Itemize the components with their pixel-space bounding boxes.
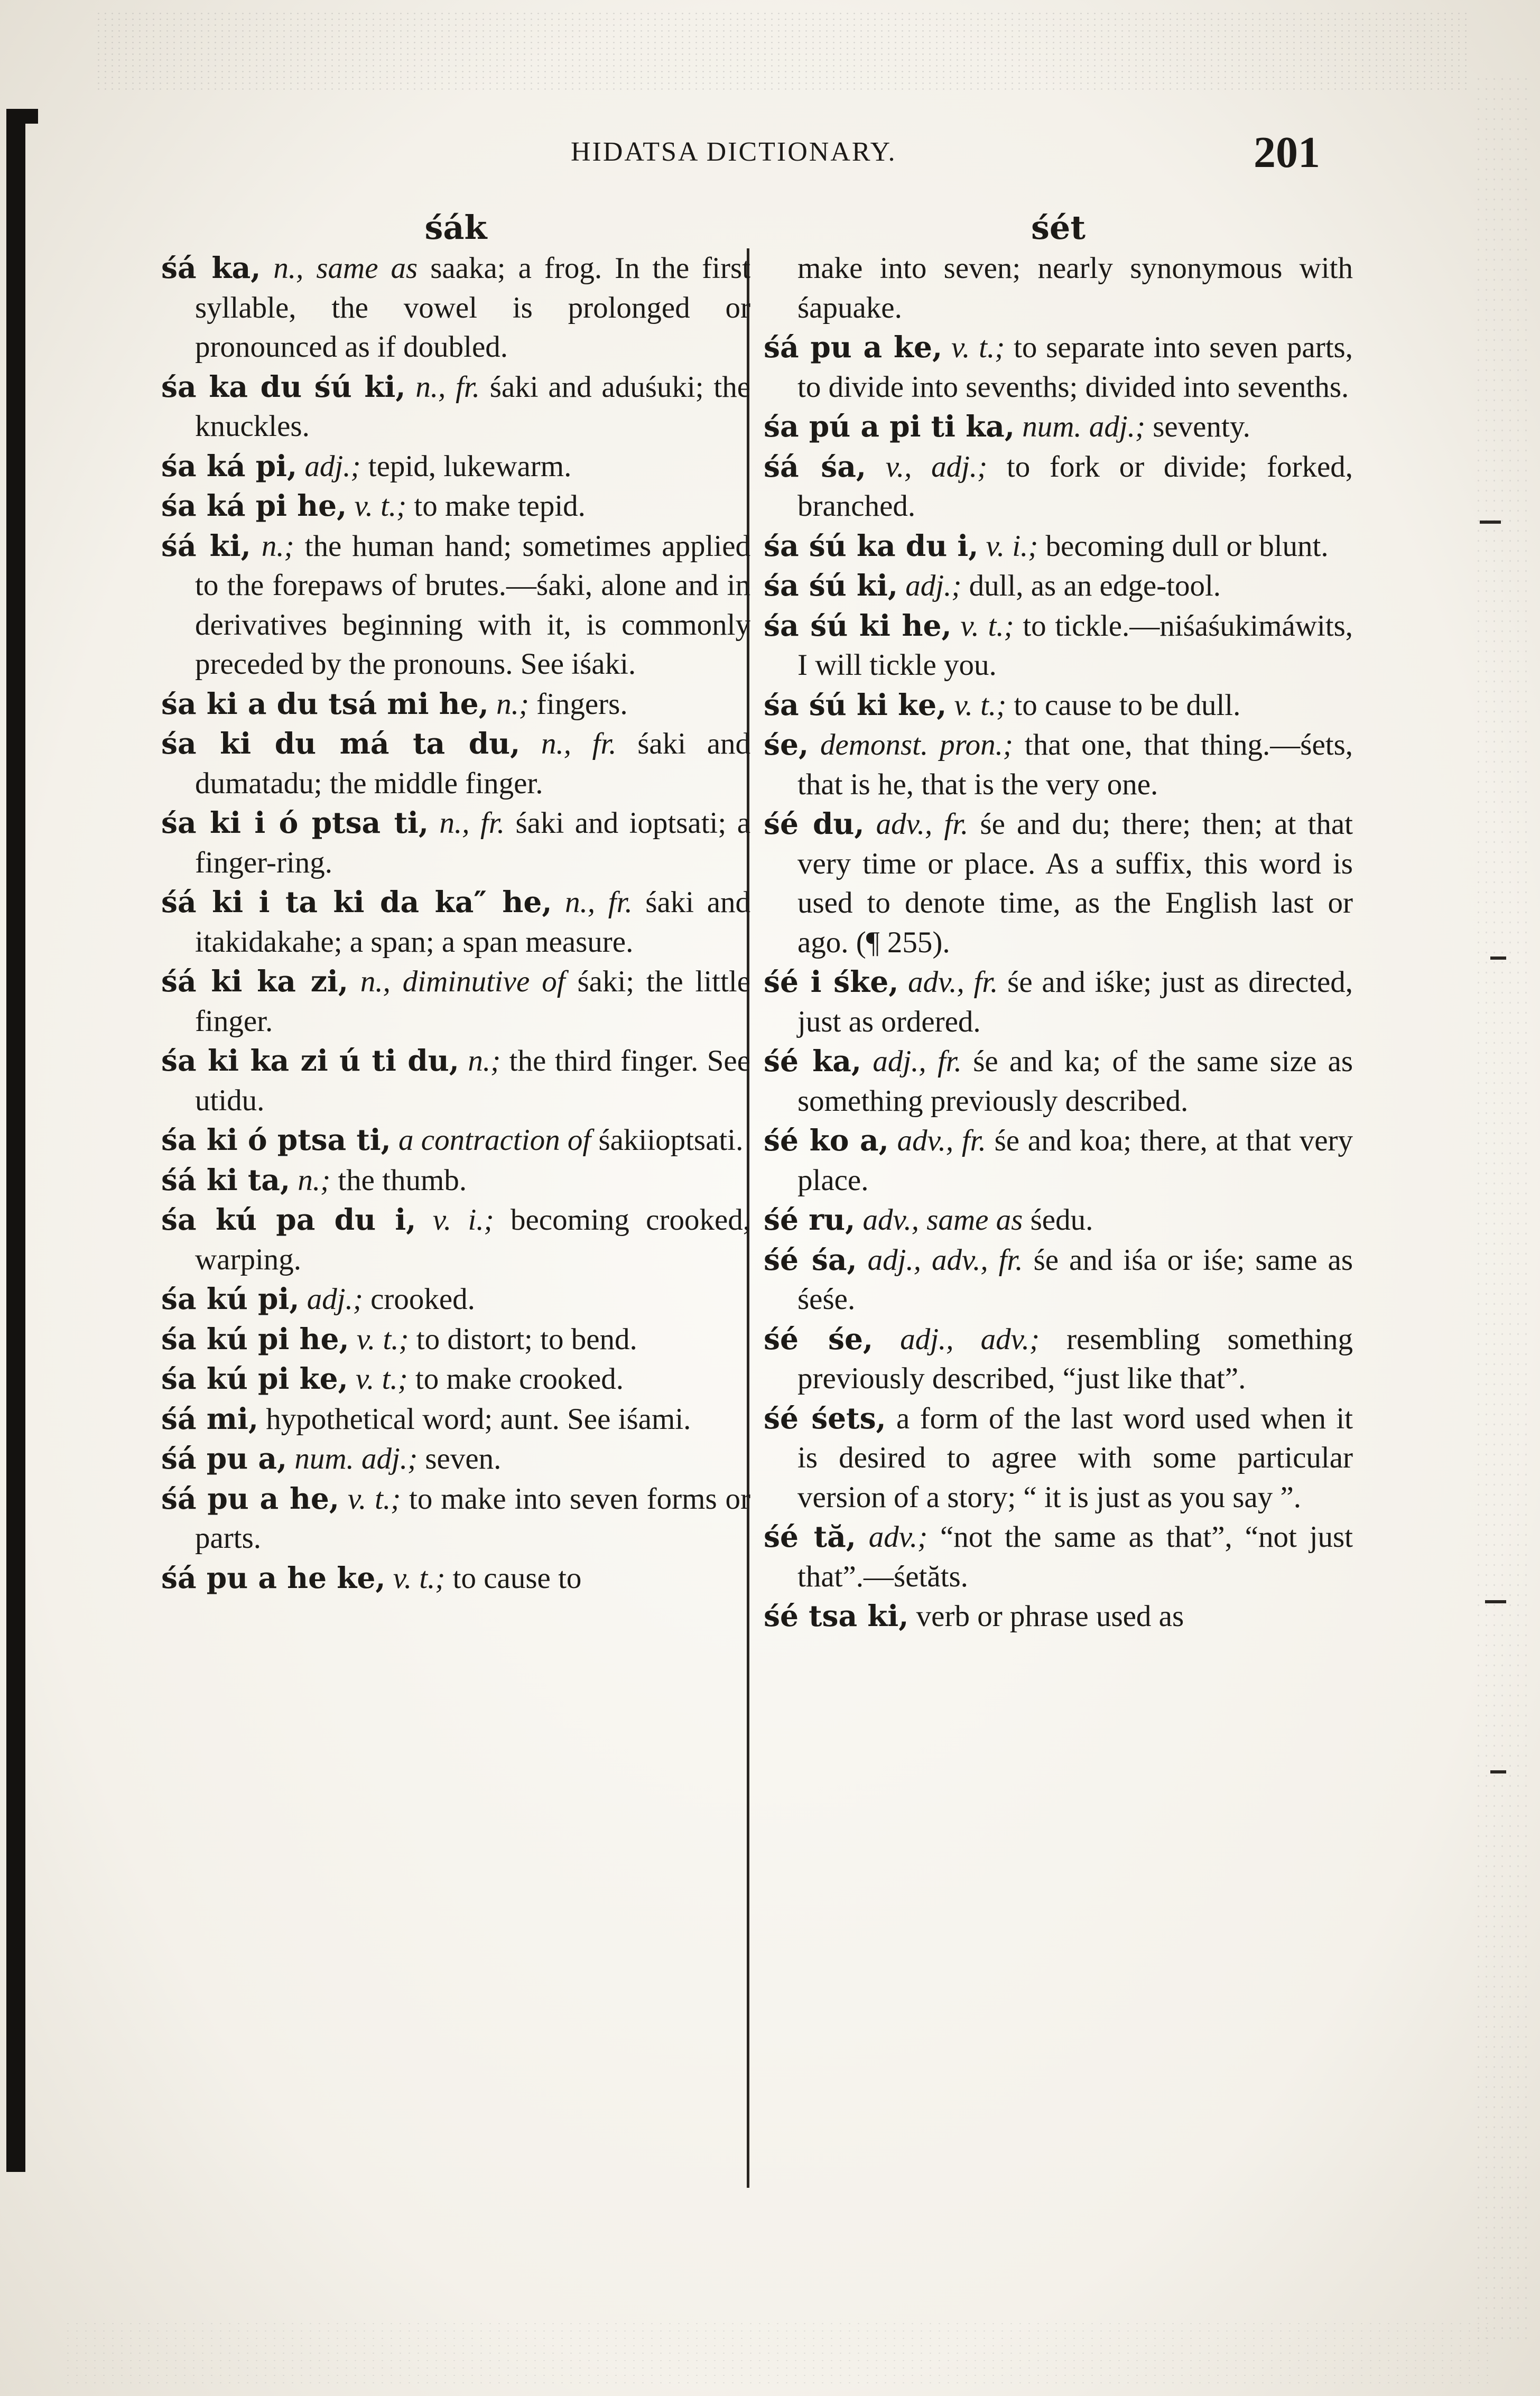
dictionary-entry bbox=[161, 883, 750, 962]
entry-grammar: n., fr. bbox=[541, 727, 617, 760]
entry-headword: śa ká pi, bbox=[161, 448, 298, 483]
entry-grammar: v. t.; bbox=[354, 489, 407, 523]
page-edge-speckle bbox=[95, 11, 1469, 90]
entry-grammar: demonst. pron.; bbox=[820, 728, 1013, 761]
entry-headword: śá ka, bbox=[161, 250, 261, 285]
entry-headword: śé śa, bbox=[764, 1242, 857, 1277]
entry-grammar: n.; bbox=[468, 1044, 501, 1078]
dictionary-entry bbox=[161, 1120, 750, 1160]
entry-grammar: adj., fr. bbox=[873, 1045, 962, 1078]
entry-headword: śa kú pi he, bbox=[161, 1321, 349, 1356]
entry-grammar: n., fr. bbox=[415, 370, 480, 404]
edge-mark bbox=[1490, 956, 1506, 960]
entry-definition: to cause to be dull. bbox=[1006, 688, 1241, 722]
dictionary-entry bbox=[764, 526, 1353, 567]
entry-definition: śe and koa; there, at that very place. bbox=[797, 1124, 1353, 1197]
entry-definition: saaka; a frog. In the first syllable, the vowel is prolonged or pronounced as if doubled. bbox=[195, 252, 751, 364]
entry-headword: śá pu a he ke, bbox=[161, 1560, 386, 1595]
dictionary-entry bbox=[764, 606, 1353, 685]
entry-headword: śá pu a ke, bbox=[764, 330, 943, 364]
entry-definition: śedu. bbox=[1023, 1203, 1093, 1237]
entry-definition: śaki and ioptsati; a finger-ring. bbox=[195, 806, 751, 879]
right-column bbox=[764, 208, 1353, 1637]
entry-headword: śa pú a pi ti ka, bbox=[764, 409, 1015, 443]
entry-headword: śa ki ka zi ú ti du, bbox=[161, 1043, 459, 1078]
entry-headword: śa ki du má ta du, bbox=[161, 726, 521, 760]
entry-grammar: v. t.; bbox=[960, 609, 1014, 643]
entry-headword: śa ká pi he, bbox=[161, 488, 347, 523]
entry-definition: śe and ka; of the same size as something previously described. bbox=[797, 1045, 1353, 1118]
dictionary-entry bbox=[161, 1200, 750, 1279]
entry-grammar: num. adj.; bbox=[294, 1442, 418, 1475]
dictionary-entry bbox=[764, 1399, 1353, 1518]
dictionary-entry bbox=[764, 1596, 1353, 1637]
entry-headword: śá ki, bbox=[161, 528, 251, 563]
entry-headword: śa kú pi, bbox=[161, 1281, 300, 1316]
entry-headword: śa kú pa du i, bbox=[161, 1202, 416, 1237]
entry-headword: śa śú ka du i, bbox=[764, 528, 979, 563]
entry-headword: śá ki ka zi, bbox=[161, 964, 348, 998]
entry-headword: śé du, bbox=[764, 806, 865, 841]
page-edge-speckle bbox=[1474, 74, 1533, 2346]
entry-headword: śa śú ki, bbox=[764, 568, 898, 602]
dictionary-entry bbox=[161, 724, 750, 803]
edge-mark bbox=[1480, 521, 1501, 524]
entry-definition: to make crooked. bbox=[407, 1362, 624, 1396]
entry-definition: śaki and dumatadu; the middle finger. bbox=[195, 727, 750, 800]
entry-grammar: adv.; bbox=[868, 1520, 928, 1554]
entry-definition: seven. bbox=[418, 1442, 502, 1475]
entry-grammar: adv., fr. bbox=[908, 965, 998, 999]
entry-grammar: n., same as bbox=[273, 252, 418, 285]
page-number: 201 bbox=[1254, 128, 1320, 177]
dictionary-entry bbox=[764, 407, 1353, 447]
entry-headword: śe, bbox=[764, 727, 809, 761]
entry-definition: resembling something previously described, “just like that”. bbox=[797, 1322, 1353, 1395]
dictionary-entry bbox=[161, 1279, 750, 1320]
entry-grammar: adj.; bbox=[307, 1283, 363, 1316]
dictionary-entry bbox=[764, 328, 1353, 407]
entry-headword: śa ki a du tsá mi he, bbox=[161, 686, 489, 721]
entry-grammar: v. t.; bbox=[347, 1482, 401, 1516]
dictionary-entry bbox=[161, 526, 750, 684]
entry-definition: śaki and aduśuki; the knuckles. bbox=[195, 370, 750, 443]
entry-definition: śakiioptsati. bbox=[591, 1123, 744, 1157]
entry-definition: to make tepid. bbox=[406, 489, 586, 523]
entry-grammar: v. t.; bbox=[356, 1322, 409, 1356]
entry-definition: make into seven; nearly synonymous with śapuake. bbox=[797, 252, 1353, 324]
entry-headword: śa kú pi ke, bbox=[161, 1361, 348, 1396]
dictionary-entry bbox=[764, 1121, 1353, 1200]
entry-definition: “not the same as that”, “not just that”.—śetăts. bbox=[797, 1520, 1353, 1593]
dictionary-entry bbox=[764, 248, 1353, 328]
entry-definition: the thumb. bbox=[330, 1163, 467, 1197]
entry-definition: to separate into seven parts, to divide into sevenths; divided into sevenths. bbox=[797, 331, 1353, 404]
entry-headword: śé tsa ki, bbox=[764, 1599, 909, 1633]
guide-word: śét bbox=[1031, 208, 1086, 247]
entry-definition: verb or phrase used as bbox=[916, 1600, 1184, 1633]
entry-headword: śá mi, bbox=[161, 1401, 258, 1436]
entry-grammar: v., adj.; bbox=[885, 450, 988, 484]
entry-definition: to tickle.—niśaśukimáwits, I will tickle you. bbox=[797, 609, 1353, 682]
entry-grammar: a contraction of bbox=[398, 1123, 591, 1157]
dictionary-entry bbox=[161, 962, 750, 1041]
dictionary-entry bbox=[764, 804, 1353, 962]
entry-headword: śá ki i ta ki da ka″ he, bbox=[161, 885, 552, 919]
entry-definition: a form of the last word used when it is desired to agree with some particular version of a story; “ it is just as you say ”. bbox=[797, 1401, 1353, 1514]
dictionary-entry bbox=[764, 1042, 1353, 1121]
entry-headword: śa śú ki ke, bbox=[764, 687, 947, 722]
dictionary-entry bbox=[161, 367, 750, 447]
dictionary-entry bbox=[764, 447, 1353, 526]
entry-definition: tepid, lukewarm. bbox=[360, 449, 572, 483]
entry-definition: the third finger. See utidu. bbox=[195, 1044, 751, 1117]
entry-definition: becoming crooked, warping. bbox=[195, 1203, 750, 1276]
entry-definition: to fork or divide; forked, branched. bbox=[797, 450, 1353, 523]
entry-grammar: n.; bbox=[298, 1163, 331, 1197]
entry-definition: seventy. bbox=[1145, 410, 1250, 443]
entry-grammar: num. adj.; bbox=[1022, 410, 1145, 443]
entry-definition: crooked. bbox=[363, 1283, 475, 1316]
dictionary-entry bbox=[161, 1479, 750, 1558]
dictionary-entry bbox=[764, 566, 1353, 606]
entry-headword: śá pu a he, bbox=[161, 1481, 340, 1516]
entry-headword: śá pu a, bbox=[161, 1441, 287, 1475]
dictionary-entry bbox=[161, 1558, 750, 1599]
entry-definition: śaki; the little finger. bbox=[195, 965, 750, 1038]
entry-grammar: v. t.; bbox=[393, 1561, 446, 1595]
entry-headword: śé ko a, bbox=[764, 1123, 889, 1157]
entry-grammar: v. t.; bbox=[356, 1362, 408, 1396]
entry-headword: śé ka, bbox=[764, 1044, 862, 1078]
entry-grammar: adj., adv., fr. bbox=[867, 1243, 1023, 1277]
edge-mark bbox=[1485, 1600, 1506, 1603]
running-header: HIDATSA DICTIONARY. bbox=[571, 137, 897, 167]
entry-definition: śe and iśke; just as directed, just as ordered. bbox=[797, 965, 1353, 1038]
entry-headword: śa śú ki he, bbox=[764, 608, 952, 643]
dictionary-entry bbox=[161, 447, 750, 487]
dictionary-entry bbox=[764, 1517, 1353, 1596]
entry-headword: śá śa, bbox=[764, 449, 866, 484]
dictionary-entry bbox=[161, 1160, 750, 1201]
edge-mark bbox=[1490, 1770, 1506, 1773]
entry-definition: to distort; to bend. bbox=[409, 1322, 637, 1356]
dictionary-entry bbox=[161, 803, 750, 883]
entry-headword: śá ki ta, bbox=[161, 1162, 291, 1197]
entry-grammar: n., fr. bbox=[565, 886, 633, 919]
entry-definition: becoming dull or blunt. bbox=[1038, 529, 1329, 563]
entry-grammar: adj.; bbox=[304, 449, 361, 483]
entry-grammar: n.; bbox=[496, 687, 529, 721]
entry-headword: śé śets, bbox=[764, 1400, 886, 1435]
entry-grammar: adj., adv.; bbox=[900, 1322, 1040, 1356]
dictionary-entry bbox=[764, 962, 1353, 1042]
entry-grammar: v. i.; bbox=[986, 529, 1038, 563]
entry-grammar: n., fr. bbox=[439, 806, 505, 840]
entry-grammar: adv., fr. bbox=[876, 807, 969, 841]
dictionary-entry bbox=[161, 1359, 750, 1399]
dictionary-entry bbox=[764, 1200, 1353, 1240]
dictionary-entry bbox=[161, 1399, 750, 1440]
dictionary-entry bbox=[764, 1240, 1353, 1320]
entry-definition: śe and du; there; then; at that very time or place. As a suffix, this word is used to denote time, as the English last or ago. (¶ 255). bbox=[797, 807, 1353, 959]
entry-definition: dull, as an edge-tool. bbox=[961, 569, 1221, 602]
left-column bbox=[161, 208, 751, 1598]
entry-grammar: v. t.; bbox=[954, 688, 1007, 722]
entry-grammar: adj.; bbox=[905, 569, 962, 602]
entry-grammar: n., diminutive of bbox=[360, 965, 565, 998]
entry-definition: to make into seven forms or parts. bbox=[195, 1482, 750, 1555]
entry-definition: the human hand; sometimes applied to the forepaws of brutes.—śaki, alone and in derivatives beginning with it, is commonly preceded by the pronouns. See iśaki. bbox=[195, 529, 751, 681]
entry-definition: that one, that thing.—śets, that is he, that is the very one. bbox=[797, 728, 1353, 801]
dictionary-entry bbox=[764, 685, 1353, 726]
guide-word: śák bbox=[424, 208, 487, 247]
entry-headword: śé ru, bbox=[764, 1202, 856, 1237]
dictionary-entry bbox=[764, 1320, 1353, 1399]
entry-headword: śa ki i ó ptsa ti, bbox=[161, 805, 429, 840]
entry-grammar: v. i.; bbox=[432, 1203, 494, 1237]
dictionary-entry bbox=[161, 486, 750, 526]
entry-headword: śa ka du śú ki, bbox=[161, 369, 406, 404]
entry-definition: to cause to bbox=[445, 1561, 582, 1595]
entry-grammar: adv., same as bbox=[862, 1203, 1023, 1237]
dictionary-entry bbox=[161, 1320, 750, 1360]
entry-headword: śa ki ó ptsa ti, bbox=[161, 1122, 391, 1157]
dictionary-entry bbox=[161, 684, 750, 725]
entry-grammar: v. t.; bbox=[951, 331, 1005, 364]
dictionary-entry bbox=[161, 1041, 750, 1120]
entry-definition: hypothetical word; aunt. See iśami. bbox=[266, 1402, 691, 1436]
dictionary-entry bbox=[764, 725, 1353, 804]
entry-definition: śaki and itakidakahe; a span; a span measure. bbox=[195, 886, 751, 959]
dictionary-entry bbox=[161, 1439, 750, 1479]
page-edge-speckle bbox=[63, 2320, 1490, 2389]
entry-headword: śé śe, bbox=[764, 1321, 874, 1356]
entry-headword: śé tă, bbox=[764, 1519, 856, 1554]
entry-headword: śé i śke, bbox=[764, 964, 899, 999]
binding-edge bbox=[6, 120, 25, 2172]
entry-definition: fingers. bbox=[528, 687, 628, 721]
dictionary-entry bbox=[161, 248, 750, 367]
entry-grammar: adv., fr. bbox=[897, 1124, 986, 1157]
entry-grammar: n.; bbox=[261, 529, 294, 563]
entry-definition: śe and iśa or iśe; same as śeśe. bbox=[797, 1243, 1353, 1316]
